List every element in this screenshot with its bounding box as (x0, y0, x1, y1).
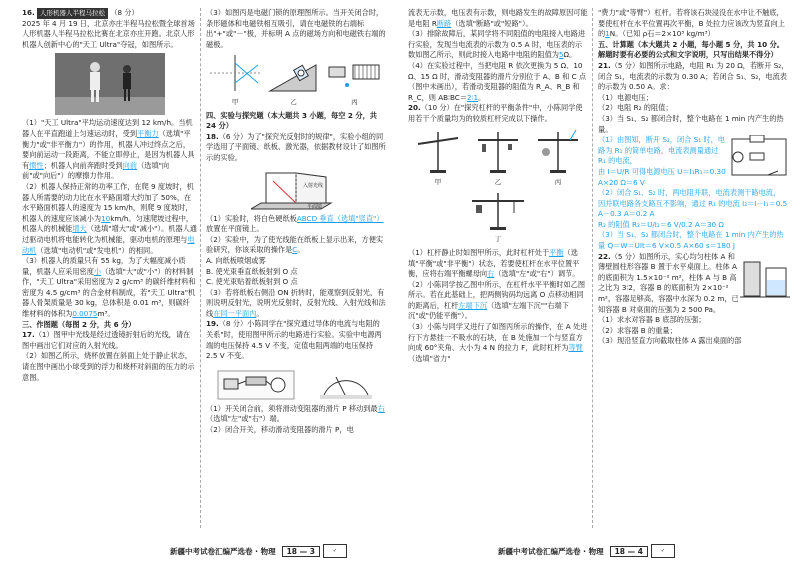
label-plane-mirror: 平面镜 (307, 203, 323, 210)
q20-part2: （2）小陈同学按乙图中所示，在杠杆水平平衡时如乙图所示。若在此基础上，把两侧钩码均远离 O 点移动相同的距离后，杠杆左端下沉（选填"左端下沉""右端下沉"或"仍能平衡"）。 (408, 279, 586, 321)
q21-solution-6: （3）当 S₁、S₂ 都闭合时，整个电路在 1 min 内产生的热量 Q＝W＝UIt＝6 V×0.5 A×60 s＝180 J (598, 230, 784, 251)
publisher-logo-icon: ✓ (323, 544, 347, 558)
left-col-1 (22, 8, 197, 383)
q18-part1: （1）实验时，将白色硬纸板ABCD 垂直（选填"竖直"）放置在平面镜上。 (206, 213, 384, 234)
footer-title-right: 新疆中考试卷汇编严选卷 · 物理 (498, 546, 604, 556)
q21-part1: （1）电源电压； (598, 92, 653, 102)
q16-answer-1c: 向前 (122, 160, 138, 170)
q21-solution-5: R₂ 的阻值 R₂＝U/I₂＝6 V/0.2 A＝30 Ω (598, 219, 724, 229)
q16-number: 16. (22, 8, 35, 17)
q19-part3: （3）排除故障后，某同学将不同阻值的电阻接入电路进行实验，发现当电流表的示数为 0.5 A 时，电压表的示数如图乙所示，则此时接入电路中电阻的阻值为5Ω。 (408, 29, 586, 60)
q19-intro: 19.（8 分）小陈同学在"探究通过导体的电流与电阻的关系"时，使用图甲所示的电路进行实验。实验中电源两端的电压保持 4.5 V 不变，定值电阻两端的电压保持 2.5 V 不变。 (206, 319, 382, 361)
q19-continued: 流表无示数，电压表有示数，则电路发生的故障原因可能是电阻 R断路（选填"断路"或"短路"）。 (408, 8, 588, 28)
q17-part2: （2）如图乙所示，烧杯放置在斜面上处于静止状态，请在图中画出小球受到的浮力和烧杯对斜面的压力的示意图。 (22, 351, 195, 382)
voltmeter-dial (316, 365, 376, 401)
q18-part3: （3）若将纸板右侧沿 ON 折转时，能观察到反射光，有则说明反射光，说明光反射时，反射光线、入射光线和法线在同一平面内。 (206, 287, 386, 318)
q21-part2: （2）电阻 R₂ 的阻值； (598, 103, 673, 113)
q20-part1: （1）杠杆静止时如图甲所示，此时杠杆处于平衡（选填"平衡"或"非平衡"）状态，若要使杠杆在水平位置平衡，应将右端平衡螺母向右（选填"左"或"右"）调节。 (408, 247, 580, 279)
q16-part1: （1）"天工 Ultra"平均运动速度达到 12 km/h。当机器人在平直跑道上匀速运动时，受到平衡力（选填"平衡力"或"非平衡力"）的作用，机器人冲过终点之后，要向前运动一段距离，不能立即停止，是因为机器人具有惯性；机器人向前奔跑时受到向前（选填"向前"或"向后"）的摩擦力作用。 (22, 118, 195, 181)
q16-answer-1a: 平衡力 (137, 128, 159, 138)
q16-part2: （2）机器人保持正常的功率工作，在爬 9 度坡时，机器人所需要的动力比在水平路面增大约加了 50%，在水平路面机器人的速度为 15 km/h，则爬 9 度坡时，机器人的速度应该减小为10km/h。匀速爬坡过程中，机器人的机械能增大（选填"增大"或"减小"）。机器人通过驱动电机将电能转化为机械能，驱动电机的原理与电动机（选填"电动机"或"发电机"）的相同。 (22, 181, 197, 255)
q20-continued: "费力"或"等臂"）杠杆。若将该石块浸没在水中让不触底，要使杠杆在水平位置再次平衡，B 处拉力应该改为竖直向上的1N。（已知 ρ石＝2×10³ kg/m³） (598, 8, 785, 39)
q17-figures (206, 53, 386, 107)
column-divider (200, 8, 201, 528)
q17-part1: 17.（1）图甲中光线是经过透镜折射后的光线，请在图中画出它们对应的入射光线。 (22, 330, 191, 350)
q20-fig-jia: 甲 (416, 128, 460, 188)
q16-part3: （3）机器人的质量只有 55 kg，为了大幅度减小质量，机器人应采用密度小（选填"大"或"小"）的材料制作，"天工 Ultra"采用密度为 2 g/cm³ 的碳纤维材料和密度为 4.5 g/cm³ 的合金材料制成，若"天工 Ultra"机器人骨架质量是 30 kg，总体积是 0.01 m³，则碳纤维材料的体积为0.0075m³。 (22, 256, 196, 319)
q20-figures (408, 128, 588, 188)
q20-fig-ding: 丁 (408, 191, 588, 245)
section-4-heading: 四、实验与探究题（本大题共 3 小题，每空 2 分，共 24 分） (206, 110, 377, 131)
q16-topic-tag: 人形机器人半程马拉松 (37, 8, 108, 19)
right-page (400, 0, 800, 569)
fig-label-bing: 丙 (351, 97, 358, 106)
q16-header (22, 8, 197, 19)
q16-answer-2b: 增大 (72, 224, 87, 234)
publisher-logo-icon: ✓ (651, 544, 675, 558)
q20-intro: 20.（10 分）在"探究杠杆的平衡条件"中，小陈同学使用若干个质量均为的较质杠杆完成以下操作。 (408, 103, 583, 123)
right-footer (498, 536, 675, 566)
right-col-1 (408, 8, 588, 364)
q22-part1: （1）求水对容器 B 底部的压强； (598, 315, 706, 325)
q16-figure (22, 53, 197, 115)
right-col-2 (598, 8, 790, 347)
q16-answer-1b: 惯性 (29, 160, 44, 170)
label-incident-ray: 入射光线 (303, 182, 324, 189)
q16-intro: 2025 年 4 月 19 日，北京亦庄半程马拉松暨全球首场人形机器人半程马拉松比赛在北京亦庄开跑。北京人形机器人创新中心的"天工 Ultra"夺冠，如图所示。 (22, 18, 195, 49)
column-divider-right (592, 8, 593, 528)
q16-answer-2c: 电动机 (22, 234, 195, 255)
q18-option-a: A. 向纸板喷烟或雾 (206, 255, 266, 265)
q21-circuit-diagram (728, 135, 790, 179)
section-5-heading: 五、计算题（本大题共 2 小题，每小题 5 分，共 10 分。解题时要有必要的公式和文字说明，只写出结果不得分） (598, 39, 784, 60)
q16-answer-3a: 小 (93, 266, 102, 276)
q20-part3: （3）小陈与同学又进行了如图丙所示的操作，在 A 处进行下方悬挂一不吸水的石块，在 B 处施加一个与竖直方向成 60°夹角、大小为 4 N 的拉力 F，此时杠杆为等臂（选填"省力" (408, 322, 588, 363)
q22-part3: （3）现沿竖直方向截取柱体 A 露出桌面的部 (598, 336, 742, 346)
q19-figures (206, 365, 386, 401)
q19-part1: （1）开关闭合前，须将滑动变阻器的滑片 P 移动到最右（选填"左"或"右"）端。 (206, 403, 385, 424)
q21-solution-2: 由 I＝U/R 可得电源电压 U＝I₁R₁＝0.30 A×20 Ω＝6 V (598, 166, 726, 187)
q21-intro: 21.（5 分）如图所示电路，电阻 R₁ 为 20 Ω，若断开 S₂，闭合 S₁，电流表的示数为 0.30 A；若闭合 S₁、S₂，电流表的示数为 0.50 A。求： (598, 60, 789, 92)
q21-solution-block (598, 135, 790, 188)
q22-block (598, 252, 790, 316)
q17-part3: （3）如图丙是电磁门锁的原理图所示。当开关闭合时，条形磁体和电磁铁相互吸引，请在电磁铁的右端标出"+"或"－"极，并标明 A 点的磁场方向和电磁铁右端的磁极。 (206, 8, 386, 49)
q22-part2: （2）求容器 B 的重量； (598, 325, 677, 335)
q17-fig-lens (210, 53, 260, 107)
q17-fig-magnet (327, 53, 382, 107)
robot-marathon-photo (55, 53, 165, 115)
page-number: 18 — 3 (282, 546, 320, 557)
q18-intro: 18.（6 分）为了"探究光反射时的规律"，实验小组的同学选用了平面镜、纸板、激光器，依据教材设计了如图所示的实验。 (206, 131, 386, 162)
q22-cylinder-diagram (740, 252, 790, 302)
q18-option-c: C. 使光束贴着纸板射到 O 点 (206, 277, 298, 287)
q19-part2: （2）闭合开关，移动滑动变阻器的滑片 P，电 (206, 425, 354, 435)
section-3-heading: 三、作图题（每图 2 分，共 6 分） (22, 319, 136, 329)
q21-part3: （3）当 S₁、S₂ 都闭合时，整个电路在 1 min 内产生的热量。 (598, 113, 784, 134)
fig-label-yi: 乙 (290, 97, 297, 106)
q18-part2: （2）实验中，为了使光线能在纸板上显示出来，方便实验研究，你该采取的操作是C。 (206, 234, 384, 255)
mirror-board-diagram (251, 167, 341, 211)
q17-fig-slope (268, 53, 318, 107)
q18-option-b: B. 使光束垂直纸板射到 O 点 (206, 266, 298, 276)
footer-title: 新疆中考试卷汇编严选卷 · 物理 (170, 546, 276, 556)
q18-figure (206, 167, 386, 211)
q16-answer-2a: 10 (101, 213, 111, 223)
circuit-photo (216, 365, 296, 401)
left-footer (170, 536, 347, 566)
q16-answer-3b: 0.0075 (72, 309, 98, 319)
q21-solution-4: 因并联电路各支路互不影响，通过 R₁ 的电流 I₂＝I－I₁＝0.5 A－0.3 A＝0.2 A (598, 198, 788, 219)
q20-fig-yi: 乙 (476, 128, 520, 188)
q22-intro: 22.（5 分）如图所示，实心均匀柱体 A 和薄壁圆柱形容器 B 置于水平桌面上。柱体 A 的底面积为 1.5×10⁻² m²，柱体 A 与 B 高之比为 3∶2，容器 B 的底面积为 2×10⁻² m²，容器足够高，容器中水深为 0.2 m，已知容器 B 对桌面的压强为 2 500 Pa。 (598, 251, 739, 314)
q19-part4: （4）在实验过程中，当把电阻 R 依次更换为 5 Ω、10 Ω、15 Ω 时，滑动变阻器的滑片分别位于 A、B 和 C 点（图中未画出），若滑动变阻器的阻值为 R_A、R_B 和 R_C，则 AB∶BC＝2∶1。 (408, 60, 587, 102)
left-col-2 (206, 8, 386, 436)
q21-solution-3: （2）闭合 S₁、S₂ 时，两电阻并联，电流表测干路电流， (598, 188, 781, 198)
q21-solution-1: （1）由图知，断开 S₂，闭合 S₁ 时，电路为 R₁ 的简单电路，电流表测量通过 R₁ 的电流， (598, 135, 725, 166)
page-number-right: 18 — 4 (610, 546, 648, 557)
q20-fig-bing: 丙 (536, 128, 580, 188)
fig-label-jia: 甲 (231, 97, 239, 106)
q16-score: （8 分） (110, 8, 139, 17)
